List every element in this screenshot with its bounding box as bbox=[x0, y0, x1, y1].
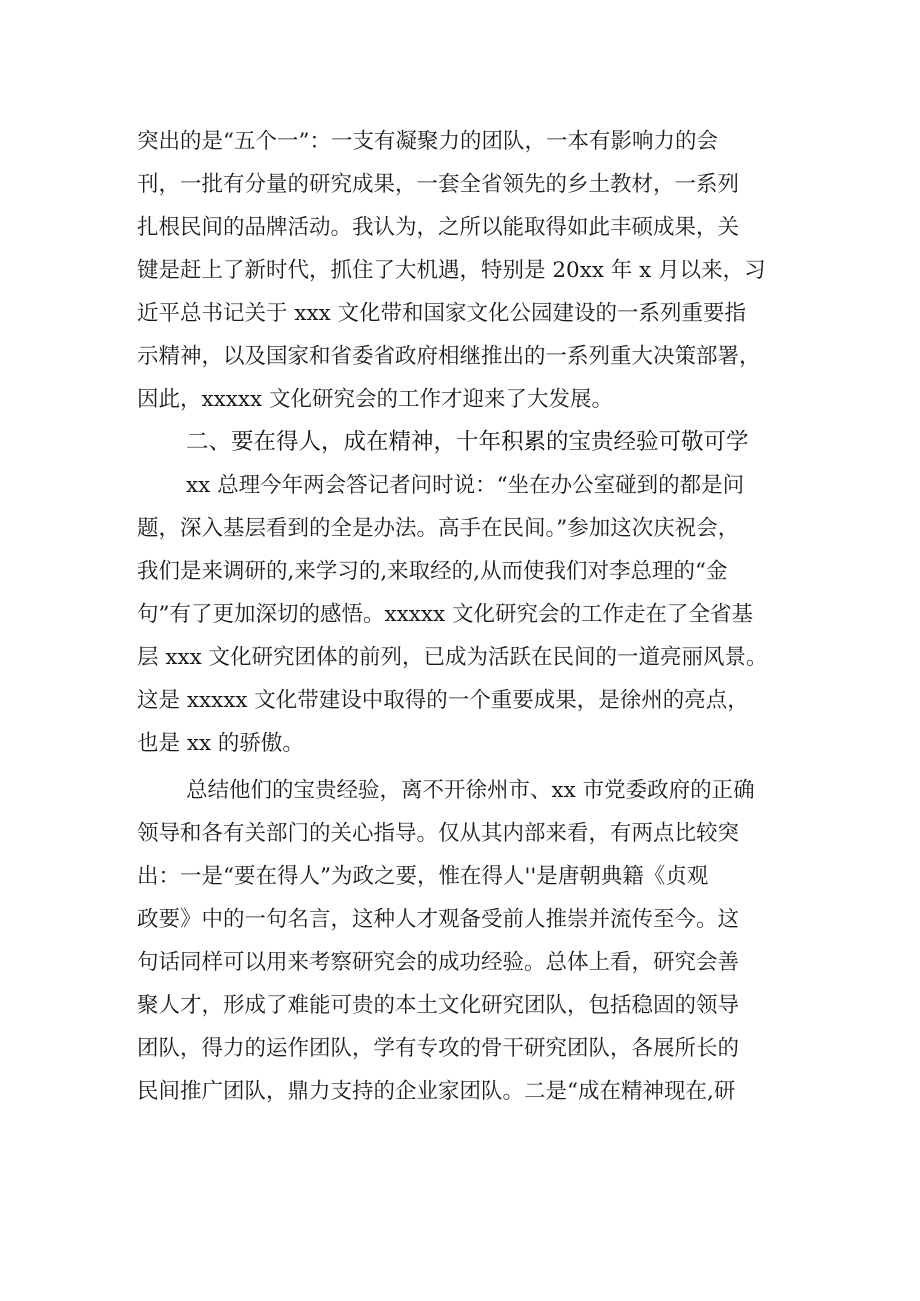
paragraph-2-line-3: 我们是来调研的,来学习的,来取经的,从而使我们对李总理的“金 bbox=[137, 559, 728, 584]
paragraph-3-line-5: 句话同样可以用来考察研究会的成功经验。总体上看，研究会善 bbox=[137, 950, 740, 975]
paragraph-2-line-2: 题，深入基层看到的全是办法。高手在民间。”参加这次庆祝会， bbox=[137, 516, 740, 541]
paragraph-1-line-5: 近平总书记关于 xxx 文化带和国家文化公园建设的一系列重要指 bbox=[137, 301, 747, 326]
paragraph-3-line-3: 出：一是“要在得人”为政之要，惟在得人''是唐朝典籍《贞观 bbox=[137, 864, 709, 889]
paragraph-1-line-3: 扎根民间的品牌活动。我认为，之所以能取得如此丰硕成果，关 bbox=[137, 215, 740, 240]
paragraph-3-line-7: 团队，得力的运作团队，学有专攻的骨干研究团队，各展所长的 bbox=[137, 1036, 740, 1061]
paragraph-3-line-6: 聚人才，形成了难能可贵的本土文化研究团队，包括稳固的领导 bbox=[137, 993, 740, 1018]
paragraph-1-line-4: 键是赶上了新时代，抓住了大机遇，特别是 20xx 年 x 月以来，习 bbox=[137, 258, 766, 283]
paragraph-2-line-6: 这是 xxxxx 文化带建设中取得的一个重要成果，是徐州的亮点， bbox=[137, 688, 749, 713]
paragraph-3-line-1: 总结他们的宝贵经验，离不开徐州市、xx 市党委政府的正确 bbox=[186, 778, 755, 803]
paragraph-1-line-6: 示精神，以及国家和省委省政府相继推出的一系列重大决策部署， bbox=[137, 344, 761, 369]
paragraph-2-line-5: 层 xxx 文化研究团体的前列，已成为活跃在民间的一道亮丽风景。 bbox=[137, 645, 768, 670]
paragraph-2-line-1: xx 总理今年两会答记者问时说：“坐在办公室碰到的都是问 bbox=[186, 473, 745, 498]
section-heading: 二、要在得人，成在精神，十年积累的宝贵经验可敬可学 bbox=[186, 429, 749, 455]
paragraph-2-line-4: 句”有了更加深切的感悟。xxxxx 文化研究会的工作走在了全省基 bbox=[137, 602, 753, 627]
paragraph-1-line-1: 突出的是“五个一”：一支有凝聚力的团队，一本有影响力的会 bbox=[137, 129, 718, 154]
paragraph-1-line-7: 因此，xxxxx 文化研究会的工作才迎来了大发展。 bbox=[137, 387, 613, 412]
paragraph-3-line-4: 政要》中的一句名言，这种人才观备受前人推崇并流传至今。这 bbox=[137, 907, 740, 932]
paragraph-2-line-7: 也是 xx 的骄傲。 bbox=[137, 731, 304, 756]
paragraph-3-line-2: 领导和各有关部门的关心指导。仅从其内部来看，有两点比较突 bbox=[137, 821, 740, 846]
paragraph-1-line-2: 刊，一批有分量的研究成果，一套全省领先的乡土教材，一系列 bbox=[137, 172, 740, 197]
paragraph-3-line-8: 民间推广团队，鼎力支持的企业家团队。二是“成在精神现在,研 bbox=[137, 1079, 736, 1104]
